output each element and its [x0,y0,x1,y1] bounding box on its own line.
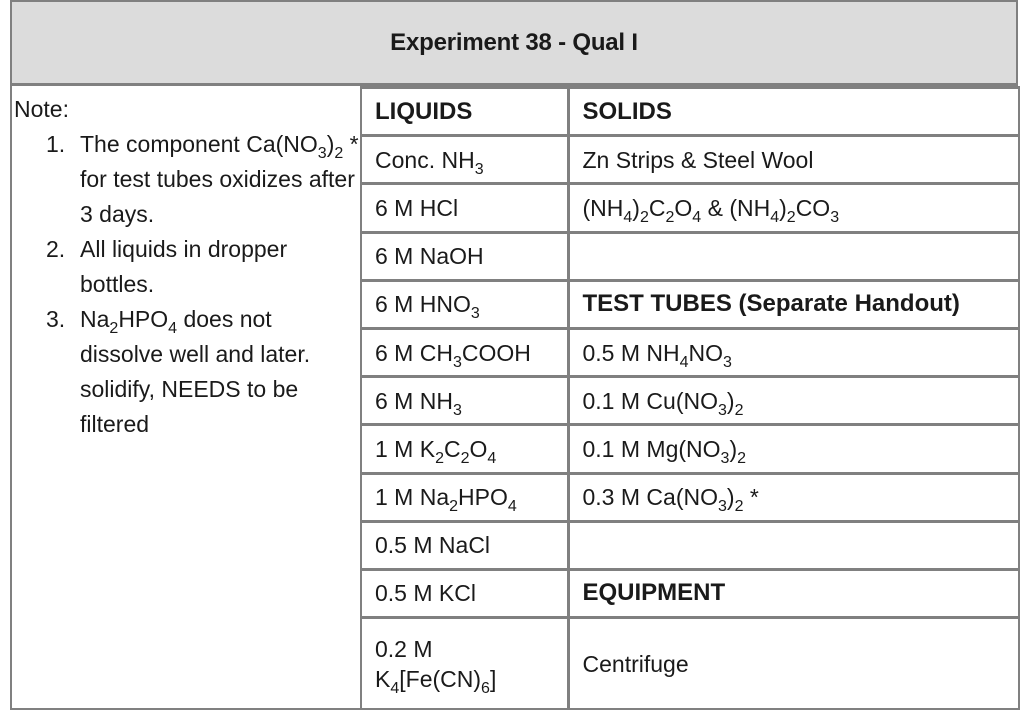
note-number: 2. [46,236,66,262]
solid-cell: Centrifuge [568,618,1019,709]
subscript: 4 [770,208,780,226]
solid-cell [568,521,1019,569]
solids-header: SOLIDS [568,88,1019,136]
subscript: 3 [717,401,727,419]
table-row [361,569,1019,617]
subscript: 4 [390,679,400,697]
table-row [361,473,1019,521]
subscript: 6 [481,679,490,697]
table-row [361,328,1019,376]
table-row [361,425,1019,473]
reagents-table [360,86,1020,710]
table-row [361,618,1019,709]
subscript: 3 [723,353,732,371]
subscript: 2 [639,208,649,226]
note-text: The component $Ca(NO_3)_2$ * for test tubes oxidizes after 3 days. [80,131,359,227]
subscript: 3 [474,160,484,178]
solid-cell [568,232,1019,280]
liquids-header: LIQUIDS [361,88,568,136]
subscript: 3 [830,208,840,226]
subscript: 2 [109,320,119,337]
note-text: All liquids in dropper bottles. [80,236,288,297]
subscript: 3 [452,353,462,371]
subscript: 2 [665,208,675,226]
subscript: 2 [737,449,747,467]
solid-cell: 0.1 M $Mg(NO_3)_2$ [568,425,1019,473]
section-header-cell: TEST TUBES (Separate Handout) [568,280,1019,328]
liquid-cell: Conc. $NH_3$ [361,136,568,184]
subscript: 4 [168,320,178,337]
subscript: 3 [452,401,462,419]
liquid-cell: 6 M NaOH [361,232,568,280]
subscript: 2 [449,498,459,516]
table-row [361,136,1019,184]
liquid-cell: 1 M $K_2C_2O_4$ [361,425,568,473]
liquid-cell: 1 M $Na_2HPO_4$ [361,473,568,521]
page-title: Experiment 38 - Qual I [10,0,1018,86]
subscript: 4 [679,353,689,371]
section-header-cell: EQUIPMENT [568,569,1019,617]
reagents-table-body [361,88,1019,710]
note-text: $Na_2HPO_4$ does not dissolve well and later. solidify, NEEDS to be filtered [80,306,311,437]
subscript: 4 [507,498,517,516]
note-item [12,302,360,442]
solid-cell: 0.1 M $Cu(NO_3)_2$ [568,377,1019,425]
subscript: 4 [487,449,497,467]
subscript: 4 [692,208,702,226]
solid-cell: Zn Strips & Steel Wool [568,136,1019,184]
subscript: 2 [734,401,744,419]
liquid-cell: 6 M $NH_3$ [361,377,568,425]
liquid-cell: 0.5 M KCl [361,569,568,617]
liquid-cell: 0.2 M $K_4[Fe(CN)_6]$ [361,618,568,709]
table-row [361,521,1019,569]
notes-list [12,127,360,442]
subscript: 3 [317,145,327,162]
subscript: 3 [717,498,727,516]
subscript: 2 [334,145,344,162]
liquid-cell: 6 M $CH_3COOH$ [361,328,568,376]
liquid-cell: 6 M HCl [361,184,568,232]
subscript: 2 [734,498,744,516]
note-item [12,127,360,232]
subscript: 4 [623,208,633,226]
subscript: 3 [720,449,730,467]
note-number: 1. [46,131,66,157]
solid-cell: 0.5 M $NH_4NO_3$ [568,328,1019,376]
solid-cell: $(NH_4)_2C_2O_4$ & $(NH_4)_2CO_3$ [568,184,1019,232]
subscript: 2 [786,208,796,226]
table-row [361,184,1019,232]
liquid-cell: 0.5 M NaCl [361,521,568,569]
table-header-row [361,88,1019,136]
notes-label: Note: [14,96,69,122]
subscript: 2 [460,449,470,467]
solid-cell: 0.3 M $Ca(NO_3)_2$ * [568,473,1019,521]
notes-panel [10,86,360,710]
table-row [361,232,1019,280]
subscript: 2 [435,449,444,467]
table-row [361,377,1019,425]
note-number: 3. [46,306,66,332]
note-item [12,232,360,302]
table-row [361,280,1019,328]
liquid-cell: 6 M $HNO_3$ [361,280,568,328]
subscript: 3 [470,305,480,323]
